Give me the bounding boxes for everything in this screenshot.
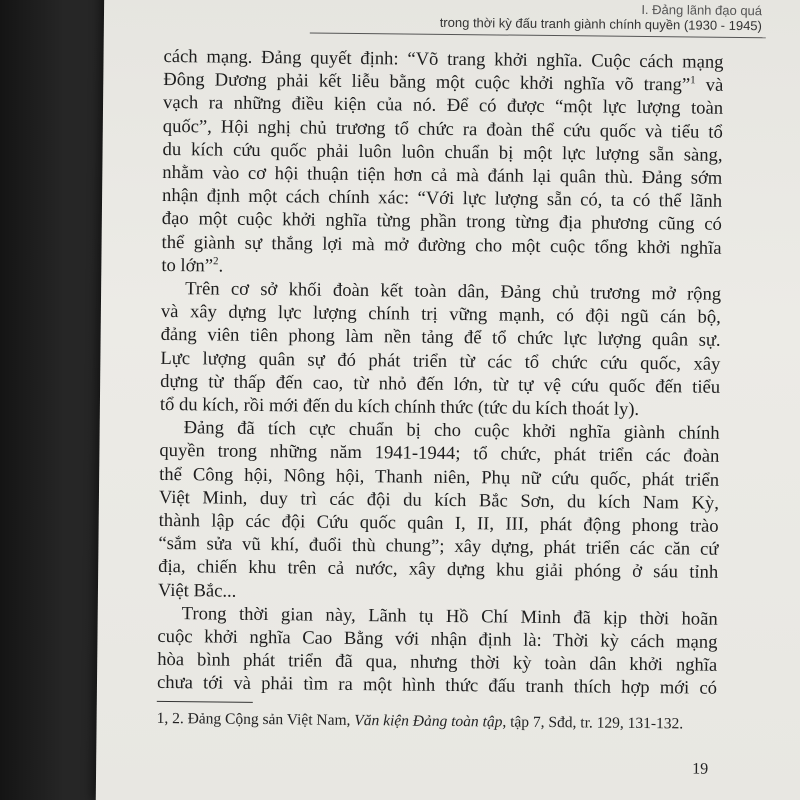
book-page (96, 0, 800, 800)
page-number: 19 (692, 760, 709, 778)
text-line: “sắm sửa vũ khí, đuổi thù chung”; xây dựng, phát triển các căn cứ (158, 533, 719, 561)
text-line: hòa bình phát triển đã qua, nhưng thời kỳ toàn dân khởi nghĩa (157, 649, 718, 677)
text-line: Việt Bắc... (157, 579, 237, 602)
text-line: dựng từ thấp đến cao, từ nhỏ đến lớn, từ tự vệ cứu quốc đến tiểu (160, 370, 721, 398)
text-line: Việt Minh, duy trì các đội du kích Bắc Sơn, du kích Nam Kỳ, (158, 486, 720, 514)
text-line: nhận định một cách chính xác: “Với lực lượng sẵn có, ta có thể lãnh (161, 185, 723, 213)
text-line: cuộc khởi nghĩa Cao Bằng với nhận định là: Thời kỳ cách mạng (157, 625, 718, 653)
text-line: Lực lượng quân sự đó phát triển từ các tổ chức cứu quốc, xây (160, 347, 721, 375)
running-header-line-1: I. Đảng lãnh đạo quá (641, 1, 763, 19)
text-line: quyền trong những năm 1941-1944; tổ chức, phát triển các đoàn (159, 440, 720, 468)
footnote-rule (157, 701, 253, 703)
text-line: Đông Dương phải kết liễu bằng một cuộc khởi nghĩa võ trang”$^1$ và (163, 69, 724, 97)
text-line: Đảng đã tích cực chuẩn bị cho cuộc khởi nghĩa giành chính (183, 417, 720, 445)
text-line: đảng viên tiên phong làm nền tảng để tổ chức lực lượng quân sự. (160, 324, 721, 352)
footnote-ref-1: 1 (690, 74, 696, 87)
text-line: chưa tới và phải tìm ra một hình thức đấu tranh thích hợp mới có (156, 672, 718, 700)
text-line: thể Công hội, Nông hội, Thanh niên, Phụ nữ cứu quốc, phát triển (159, 463, 720, 491)
footnote-book-title: Văn kiện Đảng toàn tập (354, 711, 503, 731)
text-line: to lớn”$^2$. (161, 254, 224, 277)
text-line: du kích cứu quốc phải luôn luôn chuẩn bị một lực lượng sẵn sàng, (162, 138, 723, 166)
footnote: 1, 2. Đảng Cộng sản Việt Nam, Văn kiện Đảng toàn tập, tập 7, Sđd, tr. 129, 131-132. (156, 709, 684, 733)
running-header-line-2: trong thời kỳ đấu tranh giành chính quyền (1930 - 1945) (439, 14, 762, 34)
text-line: Trong thời gian này, Lãnh tụ Hồ Chí Minh đã kịp thời hoãn (181, 603, 718, 630)
paragraph-3 (158, 416, 720, 607)
text-line: Trên cơ sở khối đoàn kết toàn dân, Đảng chủ trương mở rộng (185, 278, 722, 305)
paragraph-4 (157, 602, 718, 701)
body-text (157, 45, 724, 701)
header-rule (310, 32, 766, 38)
text-line: địa, chiến khu trên cả nước, xây dựng khu giải phóng ở sáu tỉnh (158, 556, 719, 584)
text-line: đạo một cuộc khởi nghĩa từng phần trong từng địa phương cũng có (161, 208, 722, 236)
paragraph-2 (160, 277, 721, 422)
text-line: cách mạng. Đảng quyết định: “Võ trang khởi nghĩa. Cuộc cách mạng (163, 45, 724, 73)
text-line: nhằm vào cơ hội thuận tiện hơn cả mà đánh lại quân thù. Đảng sớm (162, 161, 723, 189)
footnote-ref-2: 2 (213, 255, 219, 268)
text-line: quốc”, Hội nghị chủ trương tổ chức ra đoàn thể cứu quốc và tiểu tổ (162, 115, 723, 143)
text-line: thành lập các đội Cứu quốc quân I, II, III, phát động phong trào (158, 509, 719, 537)
paragraph-1 (161, 45, 723, 283)
text-line: và xây dựng lực lượng chính trị vững mạnh, có đội ngũ cán bộ, (160, 301, 721, 329)
text-line: vạch ra những điều kiện của nó. Để có được “một lực lượng toàn (162, 92, 724, 120)
running-header (322, 0, 762, 33)
text-line: thể giành sự thắng lợi mà mở đường cho một cuộc tổng khởi nghĩa (161, 231, 722, 259)
text-line: tổ du kích, rồi mới đến du kích chính thức (tức du kích thoát ly). (159, 393, 640, 420)
